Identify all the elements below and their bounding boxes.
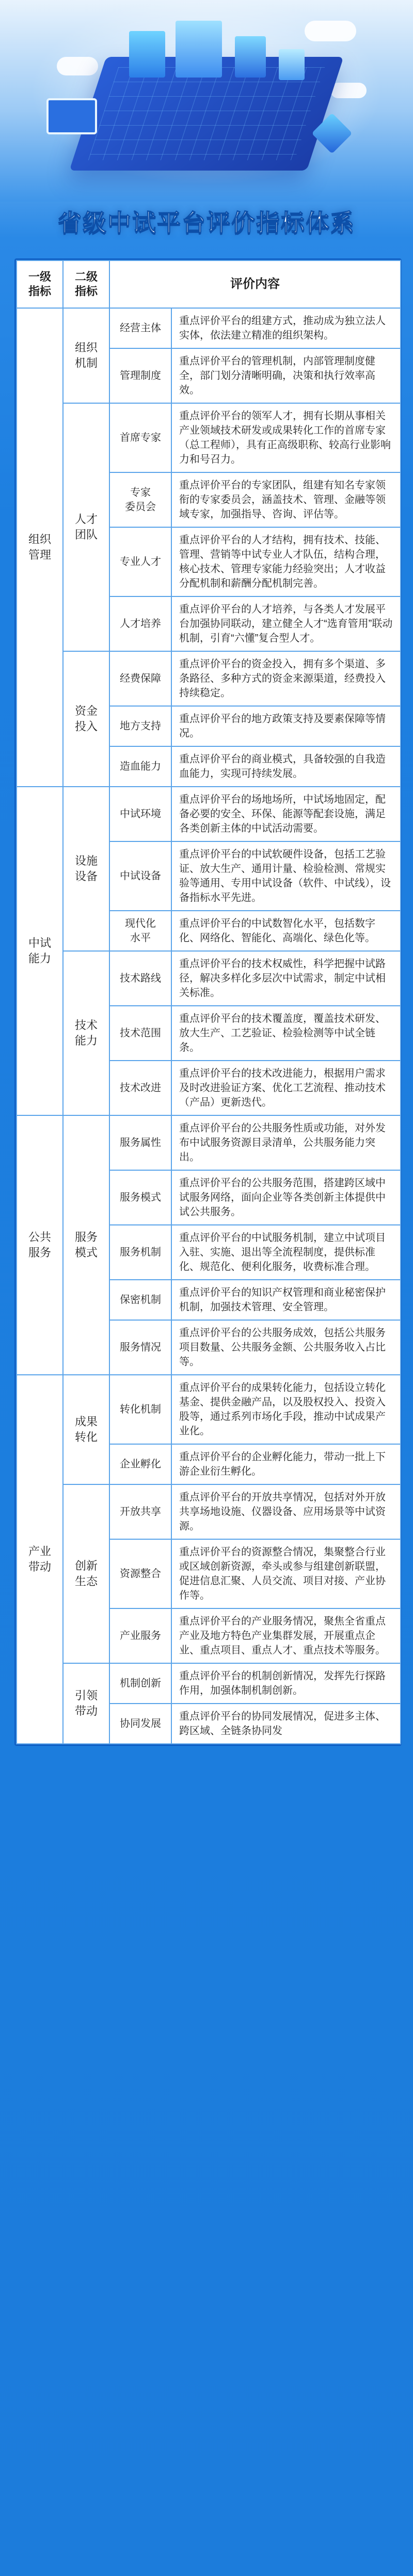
level3-indicator: 开放共享 xyxy=(109,1484,171,1539)
header-content: 评价内容 xyxy=(109,260,401,308)
level3-indicator: 保密机制 xyxy=(109,1280,171,1320)
evaluation-content: 重点评价平台的公共服务成效，包括公共服务项目数量、公共服务金额、公共服务收入占比等。 xyxy=(171,1320,401,1375)
level2-indicator: 组织 机制 xyxy=(63,308,109,403)
evaluation-content: 重点评价平台的协同发展情况，促进多主体、跨区域、全链条协同发 xyxy=(171,1704,401,1744)
level3-indicator: 管理制度 xyxy=(109,348,171,403)
level3-indicator: 造血能力 xyxy=(109,746,171,787)
evaluation-content: 重点评价平台的领军人才，拥有长期从事相关产业领域技术研发或成果转化工作的首席专家（总工程师），具有正高级职称、较高行业影响力和号召力。 xyxy=(171,403,401,472)
level3-indicator: 技术改进 xyxy=(109,1061,171,1115)
evaluation-content: 重点评价平台的商业模式，具备较强的自我造血能力，实现可持续发展。 xyxy=(171,746,401,787)
evaluation-content: 重点评价平台的知识产权管理和商业秘密保护机制，加强技术管理、安全管理。 xyxy=(171,1280,401,1320)
level3-indicator: 技术范围 xyxy=(109,1006,171,1061)
evaluation-content: 重点评价平台的技术改进能力，根据用户需求及时改进验证方案、优化工艺流程、推动技术（产品）更新迭代。 xyxy=(171,1061,401,1115)
evaluation-content: 重点评价平台的中试服务机制，建立中试项目入驻、实施、退出等全流程制度，提供标准化、规范化、便利化服务，收费标准合理。 xyxy=(171,1225,401,1280)
level3-indicator: 资源整合 xyxy=(109,1539,171,1608)
level2-indicator: 服务 模式 xyxy=(63,1115,109,1375)
monitor-icon xyxy=(46,98,97,134)
level2-indicator: 人才 团队 xyxy=(63,403,109,651)
table-row xyxy=(17,403,401,472)
level1-indicator: 中试 能力 xyxy=(17,787,63,1115)
level2-indicator: 引领 带动 xyxy=(63,1663,109,1744)
evaluation-content: 重点评价平台的人才培养，与各类人才发展平台加强协同联动，建立健全人才“选育管用”联动机制，引育“六懂”复合型人才。 xyxy=(171,596,401,651)
level3-indicator: 服务模式 xyxy=(109,1170,171,1225)
evaluation-content: 重点评价平台的人才结构，拥有技术、技能、管理、营销等中试专业人才队伍，结构合理，核心技术、管理专家能力经验突出；人才收益分配机制和薪酬分配机制完善。 xyxy=(171,527,401,596)
level3-indicator: 中试环境 xyxy=(109,787,171,841)
level3-indicator: 经费保障 xyxy=(109,651,171,706)
level3-indicator: 服务机制 xyxy=(109,1225,171,1280)
level1-indicator: 组织 管理 xyxy=(17,308,63,787)
header-level2: 二级 指标 xyxy=(63,260,109,308)
level3-indicator: 中试设备 xyxy=(109,841,171,911)
level3-indicator: 企业孵化 xyxy=(109,1444,171,1484)
level3-indicator: 人才培养 xyxy=(109,596,171,651)
evaluation-content: 重点评价平台的资源整合情况，集聚整合行业或区域创新资源，牵头或参与组建创新联盟，促进信息汇聚、人员交流、项目对接、产业协作等。 xyxy=(171,1539,401,1608)
level3-indicator: 首席专家 xyxy=(109,403,171,472)
level3-indicator: 服务属性 xyxy=(109,1115,171,1170)
level3-indicator: 现代化 水平 xyxy=(109,911,171,951)
level3-indicator: 产业服务 xyxy=(109,1608,171,1663)
evaluation-content: 重点评价平台的技术权威性，科学把握中试路径，解决多样化多层次中试需求，制定中试相关标准。 xyxy=(171,951,401,1006)
table-row xyxy=(17,1484,401,1539)
evaluation-content: 重点评价平台的机制创新情况，发挥先行探路作用，加强体制机制创新。 xyxy=(171,1663,401,1704)
evaluation-content: 重点评价平台的专家团队，组建有知名专家领衔的专家委员会，涵盖技术、管理、金融等领域专家，加强指导、咨询、评估等。 xyxy=(171,472,401,527)
level3-indicator: 专家 委员会 xyxy=(109,472,171,527)
table-row xyxy=(17,1115,401,1170)
header-level1: 一级 指标 xyxy=(17,260,63,308)
table-row xyxy=(17,787,401,841)
hero-illustration xyxy=(0,0,413,202)
evaluation-content: 重点评价平台的产业服务情况，聚焦全省重点产业及地方特色产业集群发展，开展重点企业、重点项目、重点人才、重点技术等服务。 xyxy=(171,1608,401,1663)
table-row xyxy=(17,951,401,1006)
cloud-icon xyxy=(305,21,356,41)
evaluation-content: 重点评价平台的资金投入，拥有多个渠道、多条路径、多种方式的资金来源渠道，经费投入持续稳定。 xyxy=(171,651,401,706)
evaluation-content: 重点评价平台的公共服务性质或功能，对外发布中试服务资源目录清单，公共服务能力突出。 xyxy=(171,1115,401,1170)
evaluation-content: 重点评价平台的管理机制，内部管理制度健全，部门划分清晰明确，决策和执行效率高效。 xyxy=(171,348,401,403)
level3-indicator: 服务情况 xyxy=(109,1320,171,1375)
table-row xyxy=(17,1375,401,1444)
evaluation-content: 重点评价平台的中试软硬件设备，包括工艺验证、放大生产、通用计量、检验检测、常规实验等通用、专用中试设备（软件、中试线），设备指标水平先进。 xyxy=(171,841,401,911)
table-row xyxy=(17,651,401,706)
level3-indicator: 转化机制 xyxy=(109,1375,171,1444)
level3-indicator: 技术路线 xyxy=(109,951,171,1006)
level2-indicator: 资金 投入 xyxy=(63,651,109,787)
level3-indicator: 专业人才 xyxy=(109,527,171,596)
table-body xyxy=(17,308,401,1744)
level3-indicator: 经营主体 xyxy=(109,308,171,348)
level2-indicator: 成果 转化 xyxy=(63,1375,109,1484)
evaluation-content: 重点评价平台的技术覆盖度，覆盖技术研发、放大生产、工艺验证、检验检测等中试全链条。 xyxy=(171,1006,401,1061)
level1-indicator: 公共 服务 xyxy=(17,1115,63,1375)
indicator-table xyxy=(14,258,402,1746)
evaluation-content: 重点评价平台的中试数智化水平，包括数字化、网络化、智能化、高端化、绿色化等。 xyxy=(171,911,401,951)
cloud-icon xyxy=(57,57,98,75)
evaluation-content: 重点评价平台的成果转化能力，包括设立转化基金、提供金融产品，以及股权投入、投资入股等，通过系列市场化手段，推动中试成果产业化。 xyxy=(171,1375,401,1444)
evaluation-content: 重点评价平台的场地场所，中试场地固定，配备必要的安全、环保、能源等配套设施，满足各类创新主体的中试活动需要。 xyxy=(171,787,401,841)
level3-indicator: 地方支持 xyxy=(109,706,171,746)
table-header-row xyxy=(17,260,401,308)
level2-indicator: 创新 生态 xyxy=(63,1484,109,1663)
level3-indicator: 协同发展 xyxy=(109,1704,171,1744)
level1-indicator: 产业 带动 xyxy=(17,1375,63,1744)
level2-indicator: 设施 设备 xyxy=(63,787,109,951)
level3-indicator: 机制创新 xyxy=(109,1663,171,1704)
evaluation-content: 重点评价平台的企业孵化能力，带动一批上下游企业衍生孵化。 xyxy=(171,1444,401,1484)
evaluation-content: 重点评价平台的组建方式，推动成为独立法人实体，依法建立精准的组织架构。 xyxy=(171,308,401,348)
table-row xyxy=(17,1663,401,1704)
evaluation-content: 重点评价平台的地方政策支持及要素保障等情况。 xyxy=(171,706,401,746)
evaluation-content: 重点评价平台的开放共享情况，包括对外开放共享场地设施、仪器设备、应用场景等中试资源。 xyxy=(171,1484,401,1539)
table-row xyxy=(17,308,401,348)
page-title: 省级中试平台评价指标体系 xyxy=(58,209,355,236)
cloud-icon xyxy=(330,83,367,98)
evaluation-content: 重点评价平台的公共服务范围，搭建跨区域中试服务网络，面向企业等各类创新主体提供中试公共服务。 xyxy=(171,1170,401,1225)
level2-indicator: 技术 能力 xyxy=(63,951,109,1115)
